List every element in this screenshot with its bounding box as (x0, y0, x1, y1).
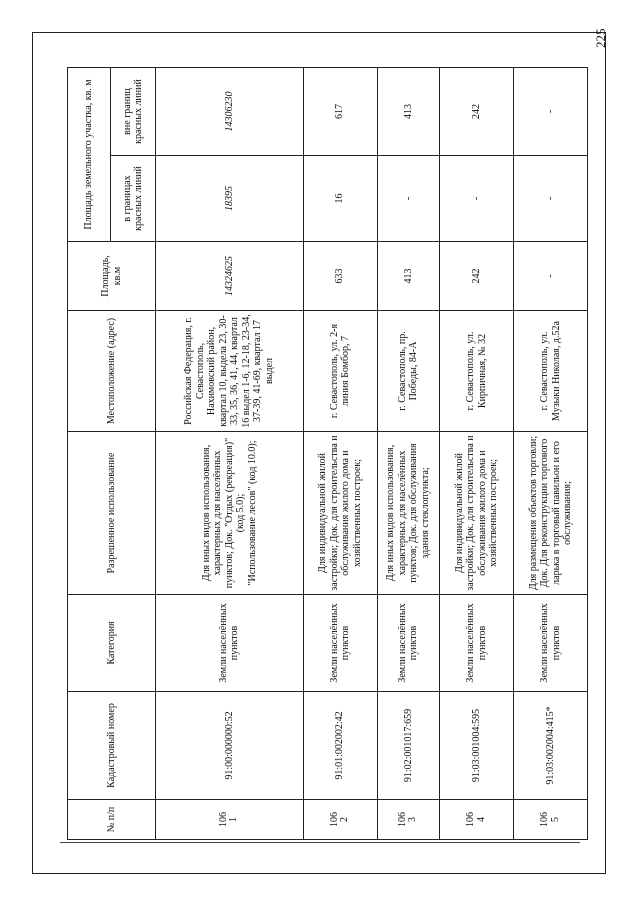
location: Российская Федерация, г. Севастополь, Нахимовский район, квартал 10, выдела 23, 30-33, 35, 36, 41, 44, квартал 16 выдел 1-6, 12-18, 23-34, 37-39, 41-69, квартал 17 выдел (156, 311, 304, 432)
header-location: Местоположение (адрес) (68, 311, 156, 432)
area-within-red-lines: 16 (303, 156, 377, 242)
area: 413 (377, 242, 440, 311)
area-within-red-lines: - (514, 156, 588, 242)
row-number: 106 3 (377, 800, 440, 840)
permitted-use: Для индивидуальной жилой застройки; Док. для строительства и обслуживания жилого дома и хозяйственных построек; (303, 432, 377, 595)
category: Земли населённых пунктов (156, 595, 304, 692)
category: Земли населённых пунктов (440, 595, 514, 692)
permitted-use: Для индивидуальной жилой застройки; Док. для строительства и обслуживания жилого дома и хозяйственных построек; (440, 432, 514, 595)
header-within-red-lines: в границах красных линий (111, 156, 156, 242)
cadastral-number: 91:01:002002:42 (303, 692, 377, 800)
table-row (514, 68, 588, 840)
area-within-red-lines: - (440, 156, 514, 242)
area: 242 (440, 242, 514, 311)
table-row (440, 68, 514, 840)
area-outside-red-lines: 14306230 (156, 68, 304, 156)
header-num: № п/п (68, 800, 156, 840)
permitted-use: Для иных видов использования, характерных для населённых пунктов; Док. "Отдых (рекреация)" (код 5.0); "Использование лесов" (код 10.0); (156, 432, 304, 595)
table-row (303, 68, 377, 840)
location: г. Севастополь, ул. Кирпичная, № 32 (440, 311, 514, 432)
area: 14324625 (156, 242, 304, 311)
table-row (377, 68, 440, 840)
permitted-use: Для размещения объектов торговли; Док. Для реконструкции торгового ларька в торговый павильон и его обслуживания; (514, 432, 588, 595)
row-number: 106 4 (440, 800, 514, 840)
category: Земли населённых пунктов (514, 595, 588, 692)
area: 633 (303, 242, 377, 311)
location: г. Севастополь, ул. Музыки Николая, д.52а (514, 311, 588, 432)
area-outside-red-lines: - (514, 68, 588, 156)
table-header-row (68, 68, 111, 840)
location: г. Севастополь, ул. 2-я линия Бомбор, 7 (303, 311, 377, 432)
land-plots-table (67, 67, 588, 840)
area-within-red-lines: - (377, 156, 440, 242)
header-outside-red-lines: вне границ красных линий (111, 68, 156, 156)
footer-rule (60, 842, 580, 843)
header-area: Площадь, кв.м (68, 242, 156, 311)
area-within-red-lines: 18395 (156, 156, 304, 242)
row-number: 106 2 (303, 800, 377, 840)
area-outside-red-lines: 242 (440, 68, 514, 156)
header-land-area: Площадь земельного участка, кв. м (68, 68, 111, 242)
cadastral-number: 91:03:002004:415* (514, 692, 588, 800)
permitted-use: Для иных видов использования, характерных для населённых пунктов; Док. для обслуживания здания стеклопункта; (377, 432, 440, 595)
cadastral-number: 91:03:001004:595 (440, 692, 514, 800)
header-permitted-use: Разрешенное использование (68, 432, 156, 595)
header-category: Категория (68, 595, 156, 692)
row-number: 106 1 (156, 800, 304, 840)
row-number: 106 5 (514, 800, 588, 840)
area-outside-red-lines: 617 (303, 68, 377, 156)
category: Земли населённых пунктов (377, 595, 440, 692)
rotated-table-container (67, 68, 588, 840)
category: Земли населённых пунктов (303, 595, 377, 692)
cadastral-number: 91:00:000000:52 (156, 692, 304, 800)
area: - (514, 242, 588, 311)
area-outside-red-lines: 413 (377, 68, 440, 156)
page-number: 225 (593, 28, 608, 48)
table-row (156, 68, 304, 840)
location: г. Севастополь, пр. Победы, 84-А (377, 311, 440, 432)
cadastral-number: 91:02:001017:659 (377, 692, 440, 800)
header-cadastral: Кадастровый номер (68, 692, 156, 800)
